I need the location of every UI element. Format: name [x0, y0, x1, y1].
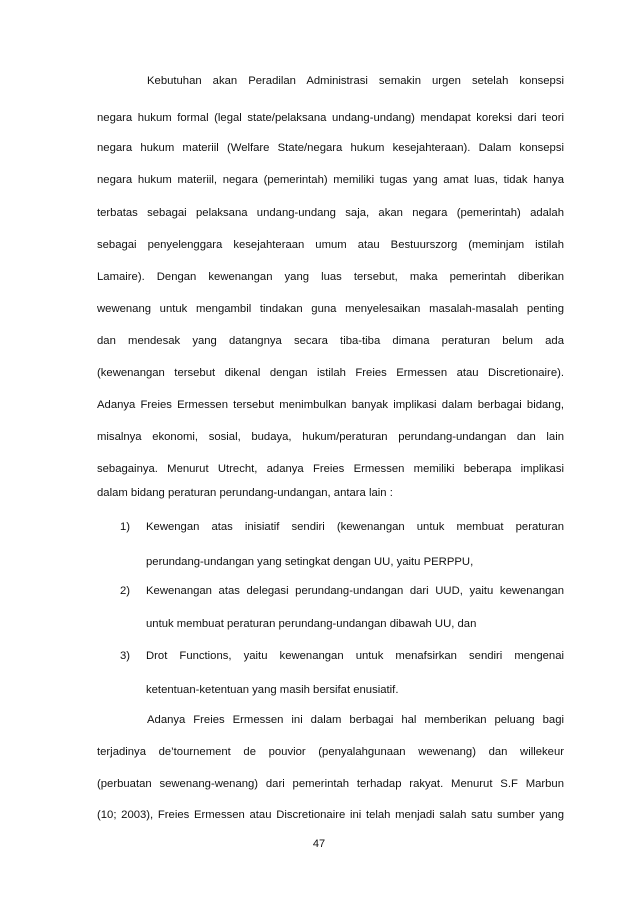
page-number: 47 — [312, 838, 326, 850]
list-number: 1) — [120, 521, 131, 533]
paragraph-line: (10; 2003), Freies Ermessen atau Discretionaire ini telah menjadi salah satu sumber yang — [97, 809, 564, 821]
paragraph-line: Lamaire). Dengan kewenangan yang luas tersebut, maka pemerintah diberikan — [97, 271, 564, 283]
paragraph-line: (perbuatan sewenang-wenang) dari pemerintah terhadap rakyat. Menurut S.F Marbun — [97, 778, 564, 790]
list-item-line: Kewenangan atas delegasi perundang-undangan dari UUD, yaitu kewenangan — [146, 585, 564, 597]
paragraph-line: dan mendesak yang datangnya secara tiba-tiba dimana peraturan belum ada — [97, 335, 564, 347]
list-item-line: Drot Functions, yaitu kewenangan untuk menafsirkan sendiri mengenai — [146, 650, 564, 662]
paragraph-line: wewenang untuk mengambil tindakan guna menyelesaikan masalah-masalah penting — [97, 303, 564, 315]
paragraph-line: sebagainya. Menurut Utrecht, adanya Freies Ermessen memiliki beberapa implikasi — [97, 463, 564, 475]
paragraph-line: dalam bidang peraturan perundang-undangan, antara lain : — [97, 487, 393, 499]
paragraph-line: sebagai penyelenggara kesejahteraan umum atau Bestuurszorg (meminjam istilah — [97, 239, 564, 251]
paragraph-line: negara hukum materiil (Welfare State/negara hukum kesejahteraan). Dalam konsepsi — [97, 142, 564, 154]
list-number: 3) — [120, 650, 131, 662]
list-item-line: ketentuan-ketentuan yang masih bersifat enusiatif. — [146, 684, 399, 696]
paragraph-line: negara hukum materiil, negara (pemerintah) memiliki tugas yang amat luas, tidak hanya — [97, 174, 564, 186]
paragraph-line: Kebutuhan akan Peradilan Administrasi semakin urgen setelah konsepsi — [147, 75, 564, 87]
paragraph-line: terjadinya de’tournement de pouvior (penyalahgunaan wewenang) dan willekeur — [97, 746, 564, 758]
list-item-line: Kewengan atas inisiatif sendiri (kewenangan untuk membuat peraturan — [146, 521, 564, 533]
list-number: 2) — [120, 585, 131, 597]
list-item-line: untuk membuat peraturan perundang-undangan dibawah UU, dan — [146, 618, 477, 630]
paragraph-line: Adanya Freies Ermessen tersebut menimbulkan banyak implikasi dalam berbagai bidang, — [97, 399, 564, 411]
paragraph-line: negara hukum formal (legal state/pelaksana undang-undang) mendapat koreksi dari teori — [97, 112, 564, 124]
paragraph-line: terbatas sebagai pelaksana undang-undang saja, akan negara (pemerintah) adalah — [97, 207, 564, 219]
list-item-line: perundang-undangan yang setingkat dengan UU, yaitu PERPPU, — [146, 556, 474, 568]
paragraph-line: Adanya Freies Ermessen ini dalam berbagai hal memberikan peluang bagi — [147, 714, 564, 726]
paragraph-line: (kewenangan tersebut dikenal dengan istilah Freies Ermessen atau Discretionaire). — [97, 367, 564, 379]
paragraph-line: misalnya ekonomi, sosial, budaya, hukum/peraturan perundang-undangan dan lain — [97, 431, 564, 443]
